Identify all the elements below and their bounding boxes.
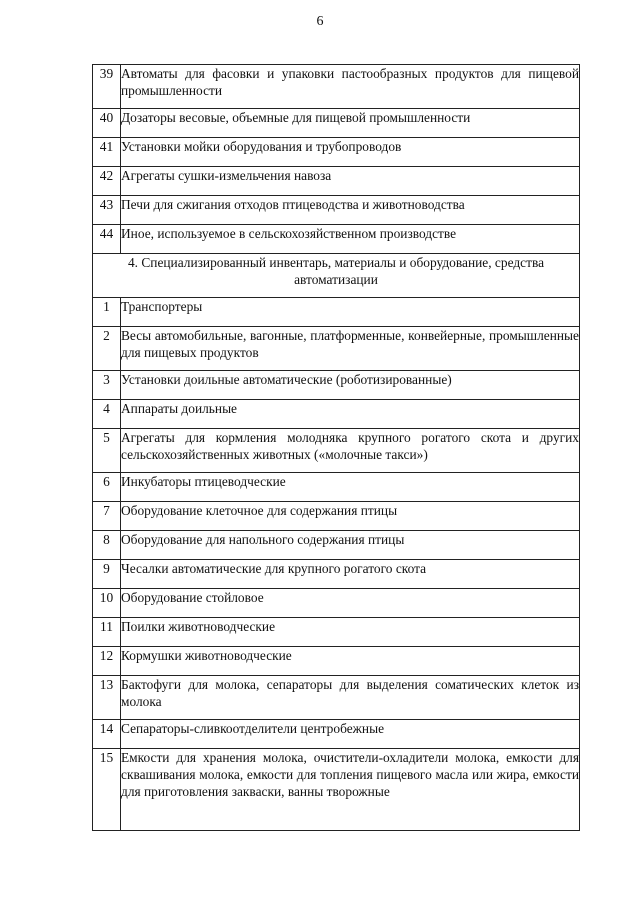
table-row [93,502,580,531]
section-heading-row [93,254,580,298]
table-row [93,327,580,371]
section-title: 4. Специализированный инвентарь, материалы и оборудование, средства автоматизации [93,254,580,298]
row-number: 15 [93,749,121,831]
row-text: Аппараты доильные [121,400,580,429]
row-text: Бактофуги для молока, сепараторы для выделения соматических клеток из молока [121,676,580,720]
row-text: Иное, используемое в сельскохозяйственном производстве [121,225,580,254]
row-text: Оборудование клеточное для содержания птицы [121,502,580,531]
row-number: 4 [93,400,121,429]
table-row [93,65,580,109]
table-row [93,225,580,254]
row-text: Сепараторы-сливкоотделители центробежные [121,720,580,749]
table-row [93,138,580,167]
page-number: 6 [316,14,324,29]
table-row [93,676,580,720]
row-text: Транспортеры [121,298,580,327]
table-row [93,618,580,647]
row-number: 41 [93,138,121,167]
row-number: 12 [93,647,121,676]
row-number: 13 [93,676,121,720]
row-text: Чесалки автоматические для крупного рогатого скота [121,560,580,589]
row-number: 39 [93,65,121,109]
row-number: 42 [93,167,121,196]
row-number: 6 [93,473,121,502]
row-text: Поилки животноводческие [121,618,580,647]
row-text: Оборудование для напольного содержания птицы [121,531,580,560]
row-text: Весы автомобильные, вагонные, платформенные, конвейерные, промышленные для пищевых продуктов [121,327,580,371]
table-row [93,749,580,831]
table-row [93,167,580,196]
table-row [93,589,580,618]
row-text: Агрегаты для кормления молодняка крупного рогатого скота и других сельскохозяйственных животных («молочные такси») [121,429,580,473]
row-number: 10 [93,589,121,618]
row-number: 3 [93,371,121,400]
table-row [93,647,580,676]
row-text: Агрегаты сушки-измельчения навоза [121,167,580,196]
row-number: 2 [93,327,121,371]
row-text: Автоматы для фасовки и упаковки пастообразных продуктов для пищевой промышленности [121,65,580,109]
row-text: Кормушки животноводческие [121,647,580,676]
row-text: Установки мойки оборудования и трубопроводов [121,138,580,167]
row-number: 40 [93,109,121,138]
row-number: 7 [93,502,121,531]
row-number: 8 [93,531,121,560]
table-row [93,429,580,473]
row-text: Емкости для хранения молока, очистители-охладители молока, емкости для сквашивания молока, емкости для топления пищевого масла или жира, емкости для приготовления закваски, ванны творожные [121,749,580,831]
table-row [93,531,580,560]
row-number: 9 [93,560,121,589]
table-row [93,720,580,749]
row-number: 43 [93,196,121,225]
row-number: 14 [93,720,121,749]
row-number: 44 [93,225,121,254]
row-text: Инкубаторы птицеводческие [121,473,580,502]
table-row [93,560,580,589]
row-text: Оборудование стойловое [121,589,580,618]
table-row [93,196,580,225]
equipment-table [92,64,580,831]
table-row [93,298,580,327]
table-row [93,371,580,400]
row-number: 11 [93,618,121,647]
table-row [93,473,580,502]
row-text: Дозаторы весовые, объемные для пищевой промышленности [121,109,580,138]
table-row [93,400,580,429]
table-row [93,109,580,138]
row-number: 5 [93,429,121,473]
row-text: Установки доильные автоматические (роботизированные) [121,371,580,400]
row-number: 1 [93,298,121,327]
row-text: Печи для сжигания отходов птицеводства и животноводства [121,196,580,225]
